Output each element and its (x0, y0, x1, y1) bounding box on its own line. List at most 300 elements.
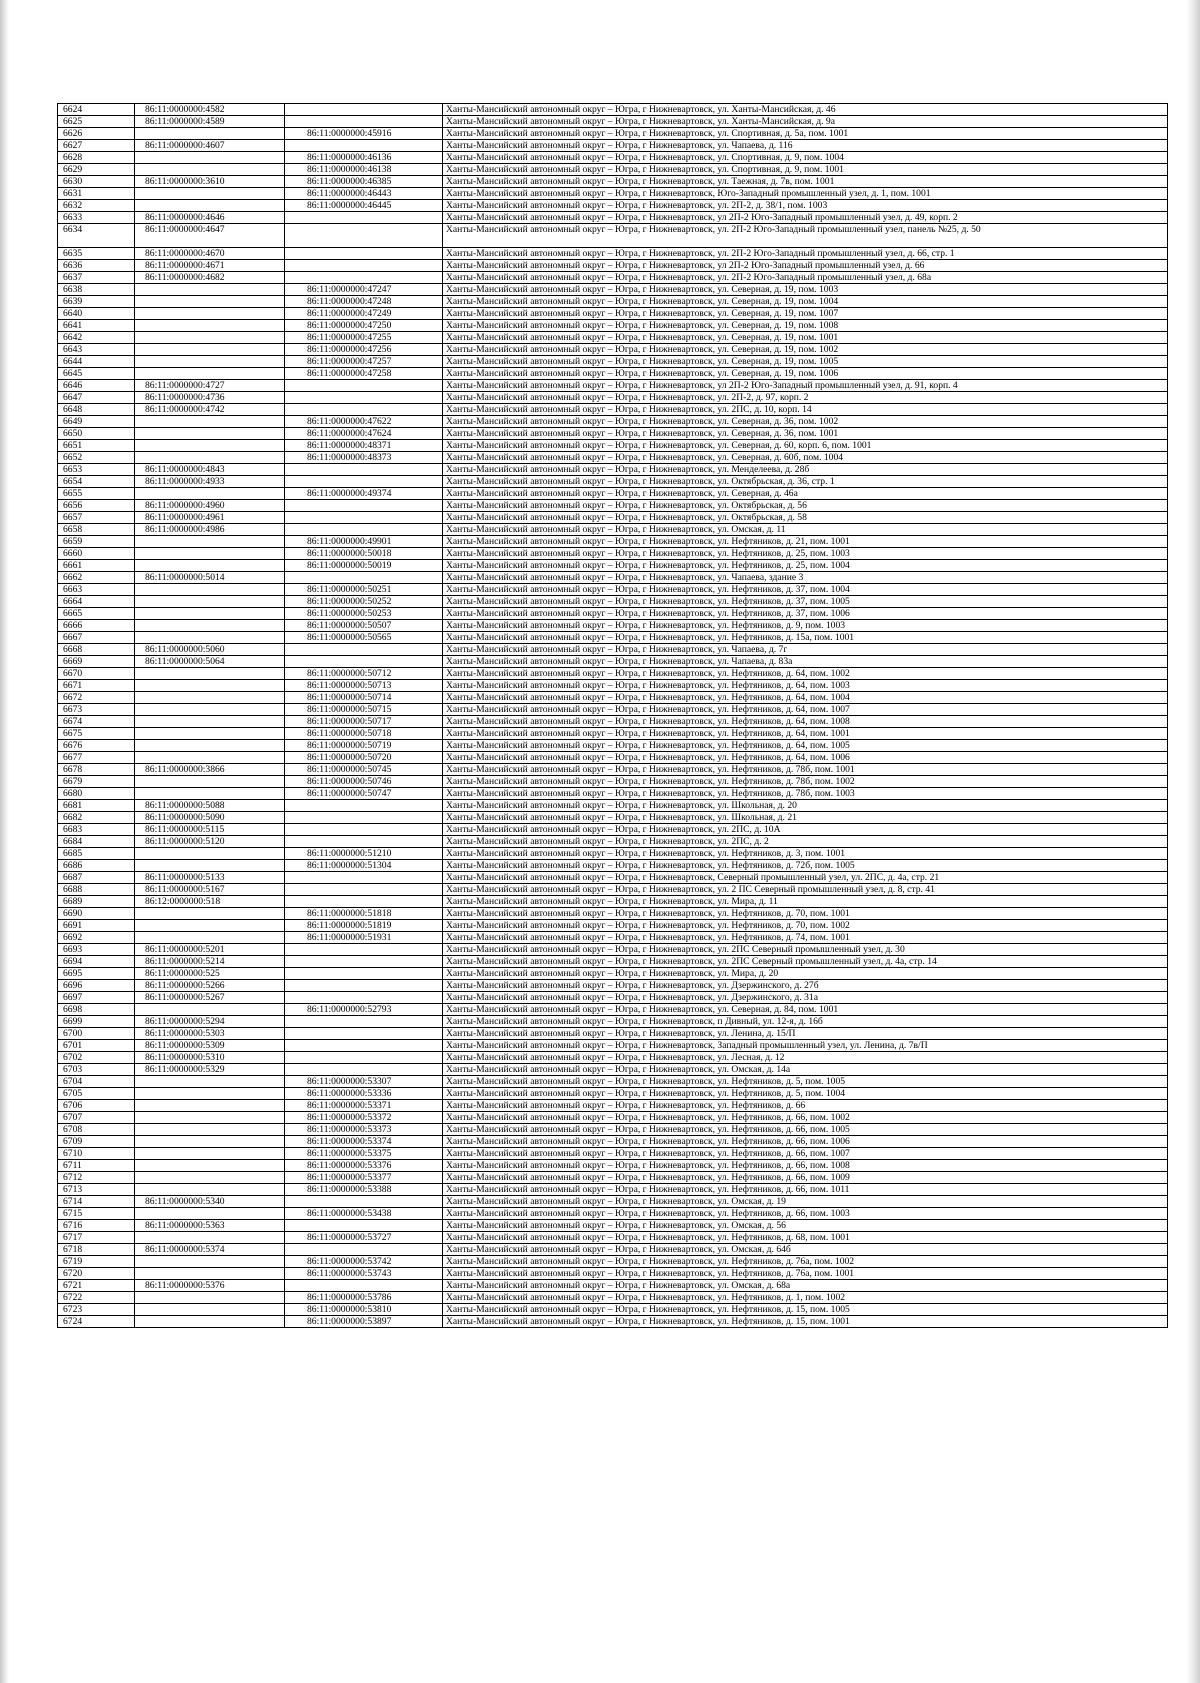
table-row (58, 488, 1168, 500)
premises-cadastral-number-cell (285, 380, 443, 392)
premises-cadastral-number-cell: 86:11:0000000:46443 (285, 188, 443, 200)
premises-cadastral-number-cell: 86:11:0000000:53742 (285, 1256, 443, 1268)
cadastral-number-cell (135, 284, 285, 296)
row-number-cell: 6651 (58, 440, 135, 452)
premises-cadastral-number-cell (285, 224, 443, 248)
address-cell: Ханты-Мансийский автономный округ – Югра, г Нижневартовск, ул. Ханты-Мансийская, д. 9а (443, 116, 1168, 128)
cadastral-number-cell (135, 1160, 285, 1172)
address-cell: Ханты-Мансийский автономный округ – Югра, г Нижневартовск, ул. Северная, д. 19, пом. 1003 (443, 284, 1168, 296)
premises-cadastral-number-cell: 86:11:0000000:47248 (285, 296, 443, 308)
premises-cadastral-number-cell: 86:11:0000000:47247 (285, 284, 443, 296)
row-number-cell: 6662 (58, 572, 135, 584)
table-row (58, 884, 1168, 896)
premises-cadastral-number-cell: 86:11:0000000:50745 (285, 764, 443, 776)
premises-cadastral-number-cell: 86:11:0000000:53388 (285, 1184, 443, 1196)
cadastral-number-cell: 86:11:0000000:4646 (135, 212, 285, 224)
premises-cadastral-number-cell: 86:11:0000000:49901 (285, 536, 443, 548)
premises-cadastral-number-cell: 86:11:0000000:51931 (285, 932, 443, 944)
cadastral-number-cell: 86:11:0000000:5294 (135, 1016, 285, 1028)
table-row (58, 380, 1168, 392)
address-cell: Ханты-Мансийский автономный округ – Югра, г Нижневартовск, ул. Северная, д. 19, пом. 1006 (443, 368, 1168, 380)
cadastral-number-cell: 86:11:0000000:5340 (135, 1196, 285, 1208)
address-cell: Ханты-Мансийский автономный округ – Югра, г Нижневартовск, ул. Северная, д. 19, пом. 1001 (443, 332, 1168, 344)
address-cell: Ханты-Мансийский автономный округ – Югра, г Нижневартовск, ул. Спортивная, д. 5а, пом. 1001 (443, 128, 1168, 140)
address-cell: Ханты-Мансийский автономный округ – Югра, г Нижневартовск, ул. Нефтяников, д. 66, пом. 1008 (443, 1160, 1168, 1172)
premises-cadastral-number-cell (285, 812, 443, 824)
address-cell: Ханты-Мансийский автономный округ – Югра, г Нижневартовск, ул. Спортивная, д. 9, пом. 1004 (443, 152, 1168, 164)
address-cell: Ханты-Мансийский автономный округ – Югра, г Нижневартовск, Юго-Западный промышленный узел, д. 1, пом. 1001 (443, 188, 1168, 200)
address-cell: Ханты-Мансийский автономный округ – Югра, г Нижневартовск, ул. Омская, д. 56 (443, 1220, 1168, 1232)
premises-cadastral-number-cell (285, 824, 443, 836)
premises-cadastral-number-cell: 86:11:0000000:48371 (285, 440, 443, 452)
premises-cadastral-number-cell: 86:11:0000000:50565 (285, 632, 443, 644)
row-number-cell: 6706 (58, 1100, 135, 1112)
cadastral-number-cell (135, 1100, 285, 1112)
row-number-cell: 6697 (58, 992, 135, 1004)
row-number-cell: 6722 (58, 1292, 135, 1304)
cadastral-number-cell (135, 788, 285, 800)
premises-cadastral-number-cell: 86:11:0000000:50507 (285, 620, 443, 632)
row-number-cell: 6688 (58, 884, 135, 896)
cadastral-number-cell: 86:11:0000000:4607 (135, 140, 285, 152)
row-number-cell: 6635 (58, 248, 135, 260)
table-row (58, 500, 1168, 512)
row-number-cell: 6664 (58, 596, 135, 608)
row-number-cell: 6686 (58, 860, 135, 872)
table-row (58, 452, 1168, 464)
cadastral-number-cell (135, 188, 285, 200)
row-number-cell: 6657 (58, 512, 135, 524)
table-row (58, 1076, 1168, 1088)
cadastral-number-cell: 86:11:0000000:5309 (135, 1040, 285, 1052)
address-cell: Ханты-Мансийский автономный округ – Югра, г Нижневартовск, ул. Лесная, д. 12 (443, 1052, 1168, 1064)
cadastral-number-cell (135, 536, 285, 548)
address-cell: Ханты-Мансийский автономный округ – Югра, г Нижневартовск, ул. Нефтяников, д. 15, пом. 1005 (443, 1304, 1168, 1316)
cadastral-number-cell (135, 1208, 285, 1220)
table-row (58, 332, 1168, 344)
premises-cadastral-number-cell: 86:11:0000000:50251 (285, 584, 443, 596)
cadastral-number-cell (135, 200, 285, 212)
cadastral-number-cell (135, 692, 285, 704)
cadastral-number-cell: 86:11:0000000:5064 (135, 656, 285, 668)
premises-cadastral-number-cell (285, 1220, 443, 1232)
premises-cadastral-number-cell: 86:11:0000000:53786 (285, 1292, 443, 1304)
cadastral-number-cell: 86:11:0000000:5060 (135, 644, 285, 656)
table-row (58, 296, 1168, 308)
row-number-cell: 6637 (58, 272, 135, 284)
cadastral-number-cell (135, 740, 285, 752)
row-number-cell: 6681 (58, 800, 135, 812)
row-number-cell: 6696 (58, 980, 135, 992)
cadastral-number-cell: 86:11:0000000:525 (135, 968, 285, 980)
address-cell: Ханты-Мансийский автономный округ – Югра, г Нижневартовск, ул. Северная, д. 19, пом. 1002 (443, 344, 1168, 356)
row-number-cell: 6711 (58, 1160, 135, 1172)
row-number-cell: 6717 (58, 1232, 135, 1244)
address-cell: Ханты-Мансийский автономный округ – Югра, г Нижневартовск, ул. Северная, д. 36, пом. 1002 (443, 416, 1168, 428)
table-row (58, 344, 1168, 356)
table-row (58, 392, 1168, 404)
premises-cadastral-number-cell: 86:11:0000000:50252 (285, 596, 443, 608)
table-row (58, 368, 1168, 380)
row-number-cell: 6694 (58, 956, 135, 968)
premises-cadastral-number-cell: 86:11:0000000:53307 (285, 1076, 443, 1088)
row-number-cell: 6723 (58, 1304, 135, 1316)
premises-cadastral-number-cell: 86:11:0000000:48373 (285, 452, 443, 464)
address-cell: Ханты-Мансийский автономный округ – Югра, г Нижневартовск, ул. Нефтяников, д. 66 (443, 1100, 1168, 1112)
address-cell: Ханты-Мансийский автономный округ – Югра, г Нижневартовск, ул. Нефтяников, д. 64, пом. 1002 (443, 668, 1168, 680)
table-row (58, 1100, 1168, 1112)
table-row (58, 596, 1168, 608)
table-row (58, 308, 1168, 320)
premises-cadastral-number-cell (285, 872, 443, 884)
row-number-cell: 6716 (58, 1220, 135, 1232)
row-number-cell: 6714 (58, 1196, 135, 1208)
address-cell: Ханты-Мансийский автономный округ – Югра, г Нижневартовск, ул. Северная, д. 46а (443, 488, 1168, 500)
address-cell: Ханты-Мансийский автономный округ – Югра, г Нижневартовск, ул. Спортивная, д. 9, пом. 1001 (443, 164, 1168, 176)
address-cell: Ханты-Мансийский автономный округ – Югра, г Нижневартовск, ул. Нефтяников, д. 21, пом. 1001 (443, 536, 1168, 548)
address-cell: Ханты-Мансийский автономный округ – Югра, г Нижневартовск, ул. Нефтяников, д. 64, пом. 1007 (443, 704, 1168, 716)
address-cell: Ханты-Мансийский автономный округ – Югра, г Нижневартовск, ул. Нефтяников, д. 64, пом. 1004 (443, 692, 1168, 704)
scan-shadow-right (1186, 0, 1200, 1683)
row-number-cell: 6643 (58, 344, 135, 356)
premises-cadastral-number-cell (285, 524, 443, 536)
cadastral-number-cell (135, 368, 285, 380)
row-number-cell: 6715 (58, 1208, 135, 1220)
address-cell: Ханты-Мансийский автономный округ – Югра, г Нижневартовск, ул. Чапаева, д. 7г (443, 644, 1168, 656)
premises-cadastral-number-cell: 86:11:0000000:47622 (285, 416, 443, 428)
cadastral-number-cell: 86:11:0000000:5303 (135, 1028, 285, 1040)
row-number-cell: 6712 (58, 1172, 135, 1184)
table-row (58, 1160, 1168, 1172)
premises-cadastral-number-cell: 86:11:0000000:47256 (285, 344, 443, 356)
row-number-cell: 6648 (58, 404, 135, 416)
premises-cadastral-number-cell (285, 656, 443, 668)
premises-cadastral-number-cell: 86:11:0000000:51304 (285, 860, 443, 872)
row-number-cell: 6713 (58, 1184, 135, 1196)
premises-cadastral-number-cell (285, 272, 443, 284)
table-row (58, 1088, 1168, 1100)
premises-cadastral-number-cell: 86:11:0000000:53897 (285, 1316, 443, 1328)
premises-cadastral-number-cell (285, 1052, 443, 1064)
premises-cadastral-number-cell: 86:11:0000000:46385 (285, 176, 443, 188)
address-cell: Ханты-Мансийский автономный округ – Югра, г Нижневартовск, Северный промышленный узел, ул. 2ПС, д. 4а, стр. 21 (443, 872, 1168, 884)
cadastral-number-cell (135, 128, 285, 140)
cadastral-number-cell (135, 668, 285, 680)
premises-cadastral-number-cell (285, 980, 443, 992)
cadastral-number-cell: 86:11:0000000:3610 (135, 176, 285, 188)
table-row (58, 908, 1168, 920)
table-row (58, 248, 1168, 260)
premises-cadastral-number-cell: 86:11:0000000:53743 (285, 1268, 443, 1280)
table-row (58, 536, 1168, 548)
address-cell: Ханты-Мансийский автономный округ – Югра, г Нижневартовск, ул. Нефтяников, д. 5, пом. 1004 (443, 1088, 1168, 1100)
cadastral-number-cell: 86:11:0000000:3866 (135, 764, 285, 776)
premises-cadastral-number-cell: 86:11:0000000:47257 (285, 356, 443, 368)
cadastral-number-cell (135, 320, 285, 332)
address-cell: Ханты-Мансийский автономный округ – Югра, г Нижневартовск, ул. Нефтяников, д. 37, пом. 1004 (443, 584, 1168, 596)
table-row (58, 560, 1168, 572)
row-number-cell: 6627 (58, 140, 135, 152)
cadastral-number-cell: 86:11:0000000:4582 (135, 104, 285, 116)
address-cell: Ханты-Мансийский автономный округ – Югра, г Нижневартовск, ул. Нефтяников, д. 66, пом. 1005 (443, 1124, 1168, 1136)
address-cell: Ханты-Мансийский автономный округ – Югра, г Нижневартовск, ул. Школьная, д. 20 (443, 800, 1168, 812)
premises-cadastral-number-cell: 86:11:0000000:53810 (285, 1304, 443, 1316)
address-cell: Ханты-Мансийский автономный округ – Югра, г Нижневартовск, ул. Октябрьская, д. 56 (443, 500, 1168, 512)
table-row (58, 1244, 1168, 1256)
row-number-cell: 6663 (58, 584, 135, 596)
premises-cadastral-number-cell: 86:11:0000000:50253 (285, 608, 443, 620)
address-cell: Ханты-Мансийский автономный округ – Югра, г Нижневартовск, ул. Нефтяников, д. 68, пом. 1001 (443, 1232, 1168, 1244)
table-row (58, 680, 1168, 692)
table-row (58, 1232, 1168, 1244)
table-row (58, 1256, 1168, 1268)
table-row (58, 728, 1168, 740)
premises-cadastral-number-cell (285, 968, 443, 980)
cadastral-number-cell (135, 1088, 285, 1100)
row-number-cell: 6676 (58, 740, 135, 752)
row-number-cell: 6642 (58, 332, 135, 344)
address-cell: Ханты-Мансийский автономный округ – Югра, г Нижневартовск, ул. Нефтяников, д. 25, пом. 1004 (443, 560, 1168, 572)
premises-cadastral-number-cell (285, 392, 443, 404)
cadastral-number-cell (135, 1292, 285, 1304)
address-cell: Ханты-Мансийский автономный округ – Югра, г Нижневартовск, ул. Нефтяников, д. 37, пом. 1006 (443, 608, 1168, 620)
row-number-cell: 6691 (58, 920, 135, 932)
cadastral-number-cell (135, 1316, 285, 1328)
premises-cadastral-number-cell: 86:11:0000000:53371 (285, 1100, 443, 1112)
address-cell: Ханты-Мансийский автономный округ – Югра, г Нижневартовск, ул. Школьная, д. 21 (443, 812, 1168, 824)
row-number-cell: 6646 (58, 380, 135, 392)
cadastral-number-cell: 86:11:0000000:5374 (135, 1244, 285, 1256)
address-cell: Ханты-Мансийский автономный округ – Югра, г Нижневартовск, ул 2П-2 Юго-Западный промышленный узел, д. 91, корп. 4 (443, 380, 1168, 392)
table-row (58, 1052, 1168, 1064)
row-number-cell: 6625 (58, 116, 135, 128)
table-row (58, 1172, 1168, 1184)
cadastral-number-cell (135, 1148, 285, 1160)
cadastral-number-cell (135, 920, 285, 932)
premises-cadastral-number-cell: 86:11:0000000:50713 (285, 680, 443, 692)
table-row (58, 1196, 1168, 1208)
address-cell: Ханты-Мансийский автономный округ – Югра, г Нижневартовск, ул. 2 ПС Северный промышленный узел, д. 8, стр. 41 (443, 884, 1168, 896)
cadastral-number-cell (135, 716, 285, 728)
address-cell: Ханты-Мансийский автономный округ – Югра, г Нижневартовск, ул. Северная, д. 60, корп. 6, пом. 1001 (443, 440, 1168, 452)
row-number-cell: 6680 (58, 788, 135, 800)
row-number-cell: 6632 (58, 200, 135, 212)
cadastral-number-cell: 86:11:0000000:4727 (135, 380, 285, 392)
premises-cadastral-number-cell: 86:11:0000000:50715 (285, 704, 443, 716)
cadastral-number-cell: 86:11:0000000:4671 (135, 260, 285, 272)
row-number-cell: 6630 (58, 176, 135, 188)
table-row (58, 140, 1168, 152)
cadastral-number-cell (135, 488, 285, 500)
table-row (58, 1112, 1168, 1124)
premises-cadastral-number-cell (285, 1028, 443, 1040)
table-row (58, 116, 1168, 128)
table-row (58, 692, 1168, 704)
address-cell: Ханты-Мансийский автономный округ – Югра, г Нижневартовск, ул. 2ПС, д. 2 (443, 836, 1168, 848)
address-cell: Ханты-Мансийский автономный округ – Югра, г Нижневартовск, ул. Северная, д. 19, пом. 1008 (443, 320, 1168, 332)
table-row (58, 152, 1168, 164)
cadastral-number-cell (135, 332, 285, 344)
cadastral-number-cell (135, 1112, 285, 1124)
table-row (58, 896, 1168, 908)
table-row (58, 836, 1168, 848)
table-row (58, 200, 1168, 212)
cadastral-number-cell: 86:11:0000000:5014 (135, 572, 285, 584)
address-cell: Ханты-Мансийский автономный округ – Югра, г Нижневартовск, ул. Нефтяников, д. 64, пом. 1006 (443, 752, 1168, 764)
address-cell: Ханты-Мансийский автономный округ – Югра, г Нижневартовск, ул. Северная, д. 36, пом. 1001 (443, 428, 1168, 440)
row-number-cell: 6721 (58, 1280, 135, 1292)
premises-cadastral-number-cell: 86:11:0000000:47249 (285, 308, 443, 320)
cadastral-number-cell (135, 1304, 285, 1316)
table-row (58, 128, 1168, 140)
row-number-cell: 6652 (58, 452, 135, 464)
row-number-cell: 6702 (58, 1052, 135, 1064)
table-row (58, 1004, 1168, 1016)
address-cell: Ханты-Мансийский автономный округ – Югра, г Нижневартовск, ул. Нефтяников, д. 70, пом. 1002 (443, 920, 1168, 932)
cadastral-number-cell: 86:11:0000000:5167 (135, 884, 285, 896)
premises-cadastral-number-cell (285, 644, 443, 656)
row-number-cell: 6644 (58, 356, 135, 368)
table-row (58, 956, 1168, 968)
address-cell: Ханты-Мансийский автономный округ – Югра, г Нижневартовск, ул. 2П-2 Юго-Западный промышленный узел, панель №25, д. 50 (443, 224, 1168, 248)
address-cell: Ханты-Мансийский автономный округ – Югра, г Нижневартовск, ул. Нефтяников, д. 78б, пом. 1003 (443, 788, 1168, 800)
premises-cadastral-number-cell: 86:11:0000000:50717 (285, 716, 443, 728)
cadastral-number-cell (135, 752, 285, 764)
table-row (58, 1208, 1168, 1220)
row-number-cell: 6682 (58, 812, 135, 824)
cadastral-number-cell (135, 1076, 285, 1088)
table-row (58, 800, 1168, 812)
premises-cadastral-number-cell: 86:11:0000000:50746 (285, 776, 443, 788)
premises-cadastral-number-cell (285, 500, 443, 512)
address-cell: Ханты-Мансийский автономный округ – Югра, г Нижневартовск, ул. 2П-2 Юго-Западный промышленный узел, д. 66, стр. 1 (443, 248, 1168, 260)
table-row (58, 968, 1168, 980)
cadastral-number-cell: 86:11:0000000:5267 (135, 992, 285, 1004)
premises-cadastral-number-cell (285, 956, 443, 968)
row-number-cell: 6707 (58, 1112, 135, 1124)
row-number-cell: 6698 (58, 1004, 135, 1016)
table-row (58, 1220, 1168, 1232)
row-number-cell: 6710 (58, 1148, 135, 1160)
row-number-cell: 6677 (58, 752, 135, 764)
premises-cadastral-number-cell (285, 212, 443, 224)
premises-cadastral-number-cell (285, 404, 443, 416)
address-cell: Ханты-Мансийский автономный округ – Югра, г Нижневартовск, ул. Нефтяников, д. 66, пом. 1006 (443, 1136, 1168, 1148)
table-row (58, 920, 1168, 932)
cadastral-number-cell (135, 164, 285, 176)
row-number-cell: 6661 (58, 560, 135, 572)
cadastral-number-cell (135, 308, 285, 320)
row-number-cell: 6671 (58, 680, 135, 692)
table-row (58, 716, 1168, 728)
row-number-cell: 6695 (58, 968, 135, 980)
table-row (58, 632, 1168, 644)
row-number-cell: 6666 (58, 620, 135, 632)
row-number-cell: 6692 (58, 932, 135, 944)
premises-cadastral-number-cell (285, 116, 443, 128)
premises-cadastral-number-cell: 86:11:0000000:53727 (285, 1232, 443, 1244)
premises-cadastral-number-cell (285, 896, 443, 908)
cadastral-number-cell (135, 1124, 285, 1136)
row-number-cell: 6708 (58, 1124, 135, 1136)
premises-cadastral-number-cell: 86:11:0000000:46136 (285, 152, 443, 164)
row-number-cell: 6624 (58, 104, 135, 116)
cadastral-number-cell (135, 1232, 285, 1244)
table-row (58, 188, 1168, 200)
address-cell: Ханты-Мансийский автономный округ – Югра, г Нижневартовск, ул. Нефтяников, д. 66, пом. 1003 (443, 1208, 1168, 1220)
premises-cadastral-number-cell: 86:11:0000000:47258 (285, 368, 443, 380)
row-number-cell: 6667 (58, 632, 135, 644)
cadastral-number-cell: 86:11:0000000:4670 (135, 248, 285, 260)
table-row (58, 1028, 1168, 1040)
row-number-cell: 6703 (58, 1064, 135, 1076)
row-number-cell: 6650 (58, 428, 135, 440)
premises-cadastral-number-cell: 86:11:0000000:50712 (285, 668, 443, 680)
address-cell: Ханты-Мансийский автономный округ – Югра, г Нижневартовск, ул. 2П-2 Юго-Западный промышленный узел, д. 68а (443, 272, 1168, 284)
row-number-cell: 6693 (58, 944, 135, 956)
row-number-cell: 6656 (58, 500, 135, 512)
premises-cadastral-number-cell: 86:11:0000000:49374 (285, 488, 443, 500)
cadastral-number-cell (135, 1172, 285, 1184)
table-row (58, 104, 1168, 116)
address-cell: Ханты-Мансийский автономный округ – Югра, г Нижневартовск, ул. 2ПС Северный промышленный узел, д. 4а, стр. 14 (443, 956, 1168, 968)
table-row (58, 848, 1168, 860)
row-number-cell: 6654 (58, 476, 135, 488)
table-row (58, 476, 1168, 488)
address-cell: Ханты-Мансийский автономный округ – Югра, г Нижневартовск, ул. 2П-2, д. 97, корп. 2 (443, 392, 1168, 404)
premises-cadastral-number-cell: 86:11:0000000:51819 (285, 920, 443, 932)
cadastral-number-cell (135, 1256, 285, 1268)
table-row (58, 752, 1168, 764)
premises-cadastral-number-cell (285, 944, 443, 956)
premises-cadastral-number-cell (285, 884, 443, 896)
cadastral-number-cell: 86:11:0000000:5376 (135, 1280, 285, 1292)
address-cell: Ханты-Мансийский автономный округ – Югра, г Нижневартовск, ул. Таежная, д. 7в, пом. 1001 (443, 176, 1168, 188)
row-number-cell: 6683 (58, 824, 135, 836)
cadastral-number-cell: 86:11:0000000:5310 (135, 1052, 285, 1064)
table-row (58, 164, 1168, 176)
row-number-cell: 6660 (58, 548, 135, 560)
address-cell: Ханты-Мансийский автономный округ – Югра, г Нижневартовск, ул. Нефтяников, д. 64, пом. 1003 (443, 680, 1168, 692)
premises-cadastral-number-cell (285, 476, 443, 488)
premises-cadastral-number-cell: 86:11:0000000:53438 (285, 1208, 443, 1220)
address-cell: Ханты-Мансийский автономный округ – Югра, г Нижневартовск, ул. Нефтяников, д. 5, пом. 1005 (443, 1076, 1168, 1088)
table-row (58, 668, 1168, 680)
row-number-cell: 6665 (58, 608, 135, 620)
row-number-cell: 6640 (58, 308, 135, 320)
table-row (58, 272, 1168, 284)
premises-cadastral-number-cell: 86:11:0000000:50019 (285, 560, 443, 572)
premises-cadastral-number-cell: 86:11:0000000:50018 (285, 548, 443, 560)
table-row (58, 1304, 1168, 1316)
cadastral-number-cell (135, 440, 285, 452)
row-number-cell: 6718 (58, 1244, 135, 1256)
cadastral-number-cell (135, 908, 285, 920)
cadastral-number-cell (135, 860, 285, 872)
premises-cadastral-number-cell: 86:11:0000000:50720 (285, 752, 443, 764)
premises-cadastral-number-cell (285, 800, 443, 812)
table-row (58, 980, 1168, 992)
row-number-cell: 6668 (58, 644, 135, 656)
cadastral-number-cell (135, 1268, 285, 1280)
table-row (58, 416, 1168, 428)
row-number-cell: 6669 (58, 656, 135, 668)
premises-cadastral-number-cell (285, 1040, 443, 1052)
premises-cadastral-number-cell (285, 464, 443, 476)
premises-cadastral-number-cell (285, 572, 443, 584)
address-cell: Ханты-Мансийский автономный округ – Югра, г Нижневартовск, ул. Чапаева, д. 116 (443, 140, 1168, 152)
premises-cadastral-number-cell: 86:11:0000000:53374 (285, 1136, 443, 1148)
